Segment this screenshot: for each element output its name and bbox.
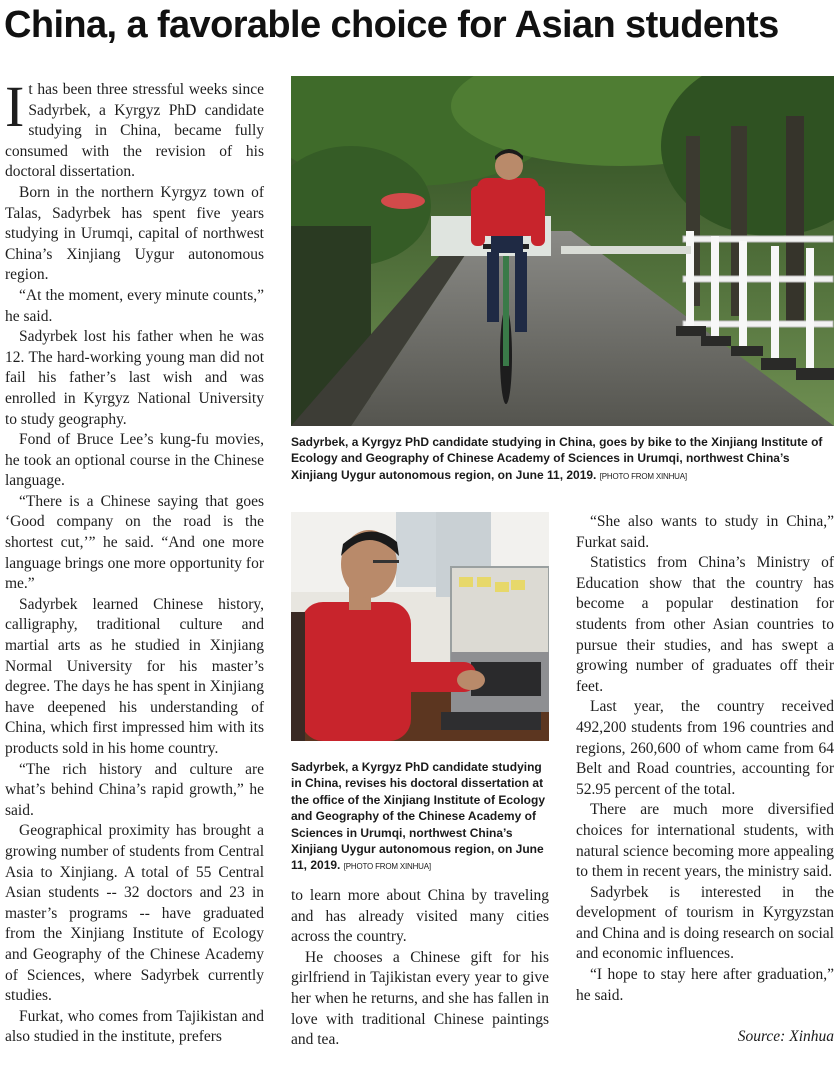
paragraph-1: It has been three stressful weeks since Sadyrbek, a Kyrgyz PhD candidate studying in China, became fully consumed with the revision of his doctoral dissertation. (5, 74, 264, 181)
paragraph-6: “There is a Chinese saying that goes ‘Good company on the road is the shortest cut,’” he said. “And one more language brings one more opportunity for me.” (5, 492, 264, 593)
photo-cyclist-credit: [PHOTO FROM XINHUA] (599, 471, 687, 481)
photo-cyclist (291, 76, 834, 426)
paragraph-10: Furkat, who comes from Tajikistan and also studied in the institute, prefers (5, 1007, 264, 1046)
paragraph-15: Last year, the country received 492,200 students from 196 countries and regions, 260,600 of whom came from 64 Belt and Road countries, accounting for 52.95 percent of the total. (576, 698, 834, 798)
paragraph-17: Sadyrbek is interested in the development of tourism in Kyrgyzstan and China and is doing research on social and economic influences. (576, 883, 834, 963)
photo-office-caption: Sadyrbek, a Kyrgyz PhD candidate studying in China, revises his doctoral dissertation at the office of the Xinjiang Institute of Ecology and Geography of the Chinese Academy of Sciences in Urumqi, northwest China’s Xinjiang Uygur autonomous region, on June 11, 2019. [PHOTO FROM XINHUA] (291, 760, 546, 873)
paragraph-14: Statistics from China’s Ministry of Education show that the country has become a popular destination for students from other Asian countries to pursue their studies, and has swept a growing number of graduates off their feet. (576, 554, 834, 695)
source-credit: Source: Xinhua (737, 1028, 834, 1045)
paragraph-8: “The rich history and culture are what’s behind China’s rapid growth,” he said. (5, 760, 264, 819)
paragraph-16: There are much more diversified choices for international students, with natural science becoming more appealing to them in recent years, the ministry said. (576, 801, 834, 881)
photo-cyclist-caption: Sadyrbek, a Kyrgyz PhD candidate studying in China, goes by bike to the Xinjiang Institute of Ecology and Geography of Chinese Academy of Sciences in Urumqi, northwest China’s Xinjiang Uygur autonomous region, on June 11, 2019. [PHOTO FROM XINHUA] (291, 435, 823, 482)
article-column-1 (5, 74, 264, 1048)
paragraph-4: Sadyrbek lost his father when he was 12. The hard-working young man did not fail his father’s last wish and was enrolled in Kyrgyz National University to study geography. (5, 328, 264, 428)
paragraph-9: Geographical proximity has brought a growing number of students from Central Asia to Xinjiang. A total of 55 Central Asian students -- 32 doctors and 23 in master’s programs -- have graduated from the Xinjiang Institute of Ecology and Geography of the Chinese Academy of Sciences, where Sadyrbek currently studies. (5, 822, 264, 1005)
paragraph-11: to learn more about China by traveling and has already visited many cities across the country. (291, 887, 549, 946)
photo-office-credit: [PHOTO FROM XINHUA] (343, 862, 431, 872)
article-column-2 (291, 886, 549, 1051)
paragraph-18: “I hope to stay here after graduation,” he said. (576, 966, 834, 1004)
paragraph-7: Sadyrbek learned Chinese history, calligraphy, traditional culture and martial arts as he studied in Xinjiang Normal University for his master’s degree. The days he has spent in Xinjiang have deepened his understanding of China, which first impressed him with its products sold in his home country. (5, 595, 264, 757)
paragraph-5: Fond of Bruce Lee’s kung-fu movies, he took an optional course in the Chinese language. (5, 431, 264, 490)
cyclist-illustration (291, 76, 834, 426)
drop-cap: I (5, 74, 25, 139)
office-illustration (291, 512, 549, 741)
paragraph-2: Born in the northern Kyrgyz town of Talas, Sadyrbek has spent five years studying in Urumqi, capital of northwest China’s Xinjiang Uygur autonomous region. (5, 183, 264, 284)
paragraph-12: He chooses a Chinese gift for his girlfriend in Tajikistan every year to give her when he returns, and she has fallen in love with traditional Chinese paintings and tea. (291, 948, 549, 1049)
paragraph-13: “She also wants to study in China,” Furkat said. (576, 513, 834, 551)
photo-office (291, 512, 549, 741)
article-column-3 (576, 512, 834, 1006)
paragraph-3: “At the moment, every minute counts,” he said. (5, 286, 264, 325)
headline: China, a favorable choice for Asian students (4, 4, 779, 46)
